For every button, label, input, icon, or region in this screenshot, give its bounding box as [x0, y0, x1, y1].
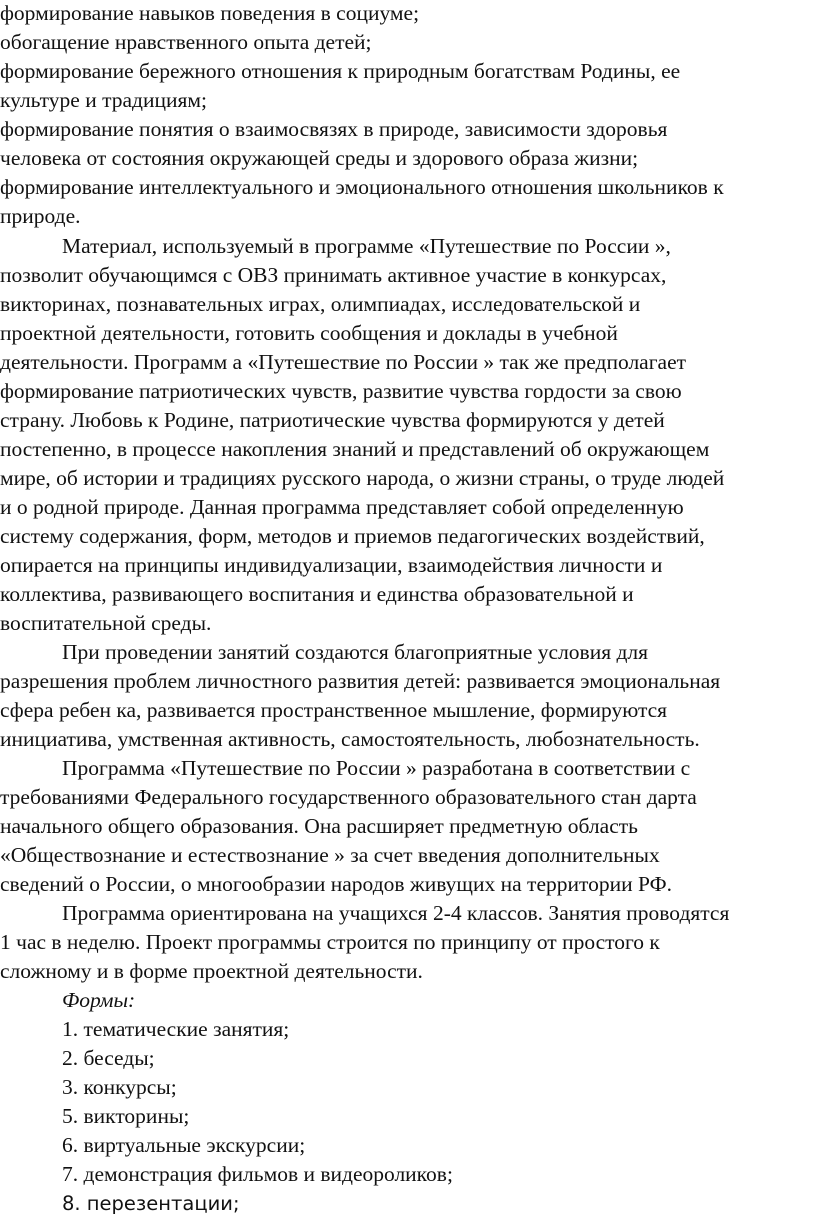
forms-list-item: 6. виртуальные экскурсии;	[62, 1133, 306, 1157]
forms-list-item: 1. тематические занятия;	[62, 1017, 290, 1041]
list-line-interconnections: формирование понятия о взаимосвязях в природе, зависимости здоровья	[0, 117, 668, 141]
paragraph-material-line: викторинах, познавательных играх, олимпиадах, исследовательской и	[0, 292, 641, 316]
paragraph-standard-line: сведений о России, о многообразии народов живущих на территории РФ.	[0, 872, 672, 896]
paragraph-schedule-line: сложному и в форме проектной деятельности.	[0, 959, 423, 983]
paragraph-material-line: Материал, используемый в программе «Путешествие по России »,	[62, 234, 671, 258]
paragraph-material-line: воспитательной среды.	[0, 611, 212, 635]
forms-heading: Формы:	[62, 988, 136, 1012]
paragraph-conditions-line: При проведении занятий создаются благоприятные условия для	[62, 640, 649, 664]
list-line-behavior: формирование навыков поведения в социуме;	[0, 1, 420, 25]
list-line-attitude-cont: природе.	[0, 204, 81, 228]
paragraph-material-line: мире, об истории и традициях русского народа, о жизни страны, о труде людей	[0, 466, 725, 490]
forms-list-item: 3. конкурсы;	[62, 1075, 177, 1099]
paragraph-material-line: постепенно, в процессе накопления знаний и представлений об окружающем	[0, 437, 710, 461]
paragraph-standard-line: Программа «Путешествие по России » разработана в соответствии с	[62, 756, 691, 780]
paragraph-standard-line: начального общего образования. Она расширяет предметную область	[0, 814, 638, 838]
paragraph-schedule-line: Программа ориентирована на учащихся 2-4 классов. Занятия проводятся	[62, 901, 730, 925]
paragraph-material-line: опирается на принципы индивидуализации, взаимодействия личности и	[0, 553, 663, 577]
paragraph-conditions-line: инициатива, умственная активность, самостоятельность, любознательность.	[0, 727, 700, 751]
forms-list-item: 7. демонстрация фильмов и видеороликов;	[62, 1162, 453, 1186]
paragraph-schedule-line: 1 час в неделю. Проект программы строится по принципу от простого к	[0, 930, 660, 954]
forms-list-item: 2. беседы;	[62, 1046, 155, 1070]
list-line-moral-experience: обогащение нравственного опыта детей;	[0, 30, 372, 54]
paragraph-material-line: систему содержания, форм, методов и приемов педагогических воздействий,	[0, 524, 705, 548]
list-line-nature-care: формирование бережного отношения к природным богатствам Родины, ее	[0, 59, 681, 83]
forms-list-item: 8. перезентации;	[62, 1192, 240, 1215]
list-line-interconnections-cont: человека от состояния окружающей среды и здорового образа жизни;	[0, 146, 639, 170]
paragraph-standard-line: требованиями Федерального государственного образовательного стан дарта	[0, 785, 697, 809]
paragraph-conditions-line: разрешения проблем личностного развития детей: развивается эмоциональная	[0, 669, 721, 693]
paragraph-material-line: проектной деятельности, готовить сообщения и доклады в учебной	[0, 321, 618, 345]
paragraph-standard-line: «Обществознание и естествознание » за счет введения дополнительных	[0, 843, 660, 867]
paragraph-material-line: и о родной природе. Данная программа представляет собой определенную	[0, 495, 684, 519]
paragraph-material-line: формирование патриотических чувств, развитие чувства гордости за свою	[0, 379, 682, 403]
list-line-nature-care-cont: культуре и традициям;	[0, 88, 207, 112]
paragraph-conditions-line: сфера ребен ка, развивается пространственное мышление, формируются	[0, 698, 668, 722]
paragraph-material-line: коллектива, развивающего воспитания и единства образовательной и	[0, 582, 634, 606]
forms-list-item: 5. викторины;	[62, 1104, 190, 1128]
paragraph-material-line: страну. Любовь к Родине, патриотические чувства формируются у детей	[0, 408, 665, 432]
list-line-attitude: формирование интеллектуального и эмоционального отношения школьников к	[0, 175, 724, 199]
paragraph-material-line: деятельности. Программ а «Путешествие по России » так же предполагает	[0, 350, 687, 374]
paragraph-material-line: позволит обучающимся с ОВЗ принимать активное участие в конкурсах,	[0, 263, 667, 287]
